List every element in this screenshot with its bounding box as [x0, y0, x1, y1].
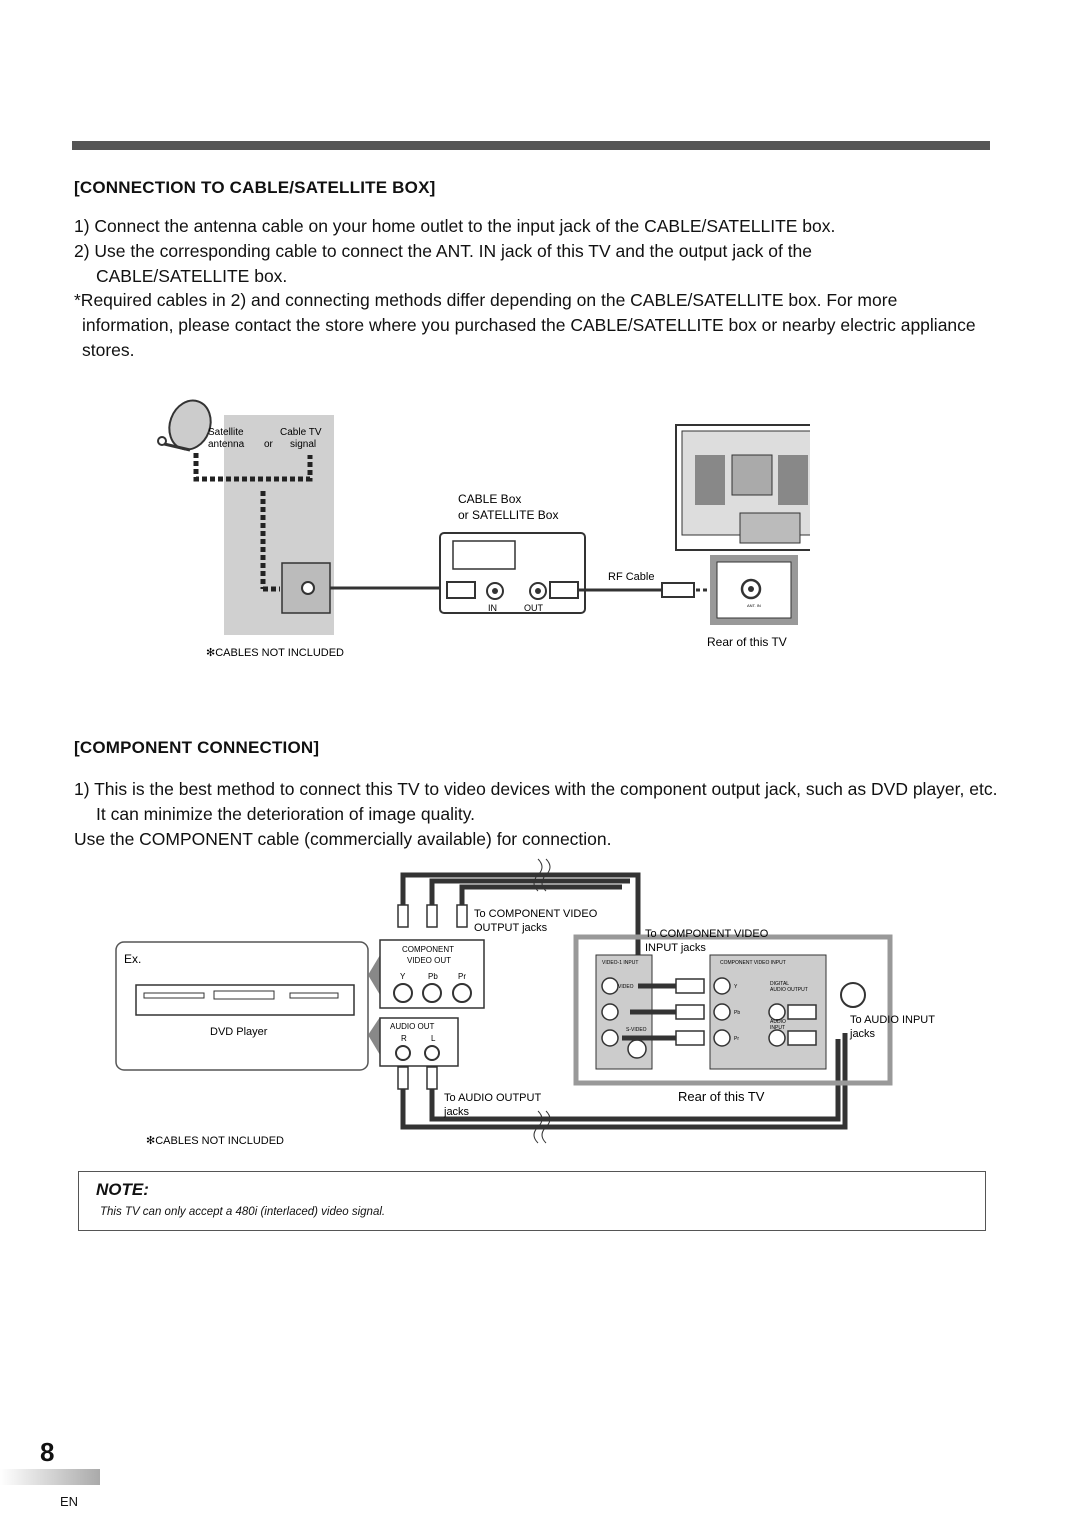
svg-text:Satellite: Satellite	[208, 427, 244, 438]
note-text: This TV can only accept a 480i (interlaced) video signal.	[100, 1206, 386, 1218]
svg-text:AUDIO OUT: AUDIO OUT	[390, 1022, 435, 1031]
svg-text:or: or	[264, 439, 273, 450]
note-box	[78, 1171, 986, 1231]
svg-text:Pb: Pb	[734, 1010, 741, 1016]
svg-text:✻CABLES NOT INCLUDED: ✻CABLES NOT INCLUDED	[206, 647, 344, 659]
svg-text:jacks: jacks	[850, 1028, 876, 1040]
section-heading-component: [COMPONENT CONNECTION]	[74, 738, 320, 757]
svg-text:Y: Y	[734, 984, 738, 990]
svg-text:VIDEO-1 INPUT: VIDEO-1 INPUT	[602, 960, 639, 966]
svg-text:VIDEO OUT: VIDEO OUT	[407, 956, 452, 965]
dvd-player-icon	[136, 985, 354, 1015]
svg-text:DIGITAL: DIGITAL	[770, 981, 790, 987]
svg-text:Pb: Pb	[428, 972, 438, 981]
top-rule	[72, 141, 990, 150]
svg-text:Cable TV: Cable TV	[280, 427, 322, 438]
svg-text:S-VIDEO: S-VIDEO	[626, 1027, 647, 1033]
svg-text:or SATELLITE Box: or SATELLITE Box	[458, 508, 559, 522]
component-connection-diagram	[110, 855, 960, 1155]
step-2-cable: 2) Use the corresponding cable to connect the ANT. IN jack of this TV and the output jack of the CABLE/SATELLITE box.	[74, 241, 813, 286]
svg-text:AUDIO: AUDIO	[770, 1019, 786, 1025]
svg-text:Pr: Pr	[734, 1036, 739, 1042]
svg-text:To COMPONENT VIDEO: To COMPONENT VIDEO	[645, 928, 769, 940]
svg-text:signal: signal	[290, 439, 317, 450]
svg-text:To AUDIO INPUT: To AUDIO INPUT	[850, 1014, 935, 1026]
svg-text:Y: Y	[400, 972, 406, 981]
tv-rear-drawing	[676, 425, 810, 625]
svg-text:To AUDIO OUTPUT: To AUDIO OUTPUT	[444, 1092, 542, 1104]
component-cable-instruction: Use the COMPONENT cable (commercially available) for connection.	[74, 829, 612, 849]
svg-text:R: R	[401, 1034, 407, 1043]
step-1-component: 1) This is the best method to connect this TV to video devices with the component output jack, such as DVD player, etc. It can minimize the deterioration of image quality.	[74, 779, 998, 824]
language-code: EN	[60, 1494, 79, 1509]
svg-text:antenna: antenna	[208, 439, 245, 450]
svg-text:Rear of this TV: Rear of this TV	[707, 635, 787, 649]
svg-text:VIDEO: VIDEO	[618, 984, 634, 990]
svg-text:IN: IN	[488, 603, 497, 613]
svg-text:COMPONENT: COMPONENT	[402, 945, 454, 954]
note-title: NOTE:	[96, 1180, 149, 1199]
svg-text:Pr: Pr	[458, 972, 466, 981]
required-cables-note: *Required cables in 2) and connecting methods differ depending on the CABLE/SATELLITE box. For more information, please contact the store where you purchased the CABLE/SATELLITE box or nearby electric appliance stores.	[74, 290, 976, 360]
svg-text:jacks: jacks	[444, 1106, 470, 1118]
svg-text:✻CABLES NOT INCLUDED: ✻CABLES NOT INCLUDED	[146, 1135, 284, 1147]
page-number-bar	[0, 1469, 100, 1485]
svg-text:DVD Player: DVD Player	[210, 1026, 268, 1038]
svg-text:ANT. IN: ANT. IN	[747, 603, 761, 608]
svg-text:CABLE Box: CABLE Box	[458, 492, 522, 506]
svg-text:AUDIO OUTPUT: AUDIO OUTPUT	[770, 987, 808, 993]
step-1-cable: 1) Connect the antenna cable on your home outlet to the input jack of the CABLE/SATELLITE box.	[74, 216, 836, 236]
svg-text:COMPONENT VIDEO INPUT: COMPONENT VIDEO INPUT	[720, 960, 786, 966]
svg-text:OUTPUT jacks: OUTPUT jacks	[474, 922, 548, 934]
svg-text:INPUT: INPUT	[770, 1025, 785, 1031]
cable-satellite-diagram	[150, 395, 810, 670]
svg-text:OUT: OUT	[524, 603, 543, 613]
svg-text:RF Cable: RF Cable	[608, 571, 655, 583]
svg-text:To COMPONENT VIDEO: To COMPONENT VIDEO	[474, 908, 598, 920]
svg-text:Ex.: Ex.	[124, 952, 142, 966]
svg-text:Rear of this TV: Rear of this TV	[678, 1089, 765, 1104]
page-number: 8	[40, 1437, 55, 1467]
svg-text:L: L	[431, 1034, 436, 1043]
svg-text:INPUT jacks: INPUT jacks	[645, 942, 706, 954]
section-heading-cable-satellite: [CONNECTION TO CABLE/SATELLITE BOX]	[74, 178, 436, 197]
